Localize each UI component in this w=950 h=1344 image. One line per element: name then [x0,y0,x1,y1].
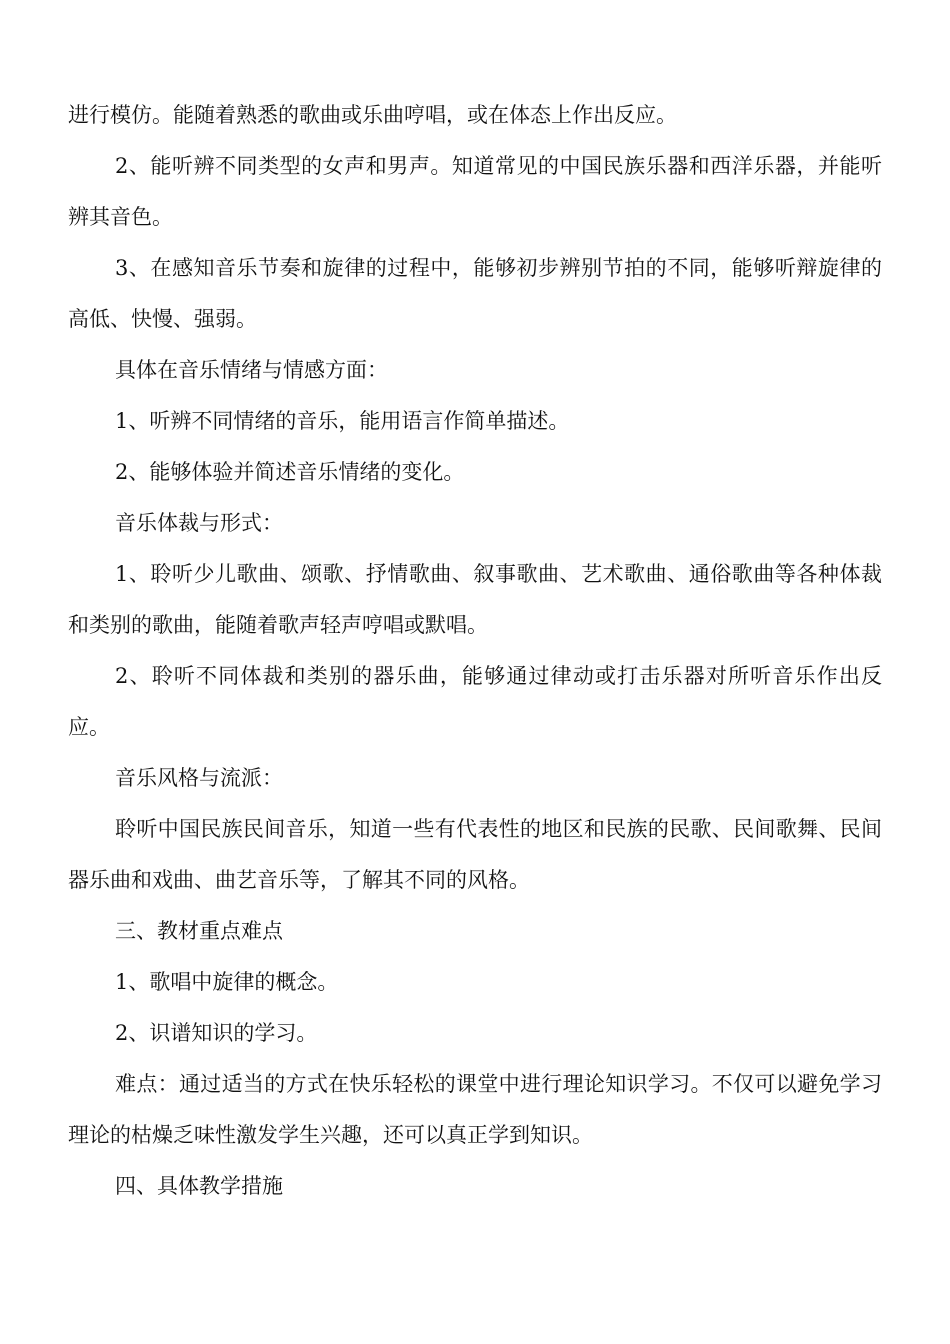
paragraph: 2、聆听不同体裁和类别的器乐曲，能够通过律动或打击乐器对所听音乐作出反应。 [68,664,882,739]
section-heading: 音乐风格与流派： [115,766,283,790]
paragraph: 聆听中国民族民间音乐，知道一些有代表性的地区和民族的民歌、民间歌舞、民间器乐曲和戏曲、曲艺音乐等，了解其不同的风格。 [68,817,882,892]
paragraph: 2、识谱知识的学习。 [115,1021,318,1045]
paragraph: 2、能够体验并简述音乐情绪的变化。 [115,460,465,484]
paragraph: 1、聆听少儿歌曲、颂歌、抒情歌曲、叙事歌曲、艺术歌曲、通俗歌曲等各种体裁和类别的歌曲，能随着歌声轻声哼唱或默唱。 [68,562,882,637]
section-heading: 三、教材重点难点 [115,919,283,943]
section-heading: 音乐体裁与形式： [115,511,283,535]
paragraph: 难点：通过适当的方式在快乐轻松的课堂中进行理论知识学习。不仅可以避免学习理论的枯燥乏味性激发学生兴趣，还可以真正学到知识。 [68,1072,882,1147]
paragraph: 进行模仿。能随着熟悉的歌曲或乐曲哼唱，或在体态上作出反应。 [68,103,677,127]
section-heading: 具体在音乐情绪与情感方面： [115,358,388,382]
paragraph: 1、歌唱中旋律的概念。 [115,970,339,994]
paragraph: 1、听辨不同情绪的音乐，能用语言作简单描述。 [115,409,570,433]
document-body [68,90,882,1212]
paragraph: 2、能听辨不同类型的女声和男声。知道常见的中国民族乐器和西洋乐器，并能听辨其音色。 [68,154,882,229]
paragraph: 3、在感知音乐节奏和旋律的过程中，能够初步辨别节拍的不同，能够听辩旋律的高低、快慢、强弱。 [68,256,882,331]
section-heading: 四、具体教学措施 [115,1174,283,1198]
